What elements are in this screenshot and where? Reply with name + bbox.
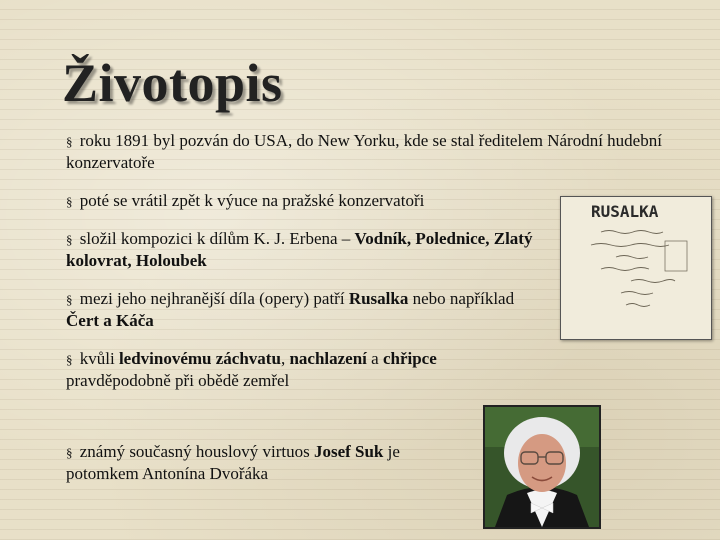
bullet-text: nebo například [408, 289, 515, 308]
bullet-text: pravděpodobně při obědě zemřel [66, 371, 290, 390]
bullet-marker: § [66, 232, 73, 247]
bullet-text: mezi jeho nejhranější díla (opery) patří [79, 289, 349, 308]
bullet-item-return [66, 190, 546, 212]
bullet-marker: § [66, 134, 73, 149]
bullet-text: složil kompozici k dílům K. J. Erbena – [79, 229, 355, 248]
rusalka-manuscript-image [560, 196, 712, 340]
bullet-text-emph: USA [253, 131, 288, 150]
bullet-text-emph: New Yorku [317, 131, 396, 150]
bullet-item-suk [66, 441, 466, 484]
bullet-marker: § [66, 445, 73, 460]
josef-suk-portrait [483, 405, 601, 529]
manuscript-heading: RUSALKA [591, 202, 659, 221]
bullet-text-bold: nachlazení [289, 349, 367, 368]
bullet-text-bold: Josef Suk [313, 442, 384, 461]
bullet-text: , do [288, 131, 318, 150]
bullet-text: kvůli [79, 349, 119, 368]
bullet-text-bold: Rusalka [348, 289, 409, 308]
bullet-item-usa [66, 130, 666, 173]
slide-title: Životopis [62, 53, 283, 113]
bullet-marker: § [66, 194, 73, 209]
bullet-text: poté se vrátil zpět k výuce na pražské konzervatoři [79, 191, 425, 210]
bullet-text: roku 1891 byl pozván do [79, 131, 254, 150]
bullet-marker: § [66, 292, 73, 307]
bullet-text-bold: Vodník, Polednice, Zlatý kolovrat, Holoubek [66, 229, 533, 270]
portrait-drawing [485, 407, 599, 527]
manuscript-drawing [561, 197, 711, 339]
bullet-text: , [280, 349, 290, 368]
bullet-text: známý současný houslový virtuos [79, 442, 314, 461]
bullet-text: a [366, 349, 383, 368]
bullet-text-bold: chřipce [382, 349, 437, 368]
bullet-item-operas [66, 288, 536, 331]
bullet-text-bold: ledvinovému záchvatu [118, 349, 281, 368]
bullet-text-bold: Čert a Káča [66, 311, 154, 330]
bullet-item-death [66, 348, 516, 391]
bullet-marker: § [66, 352, 73, 367]
bullet-item-erben [66, 228, 536, 271]
bullet-text: je potomkem Antonína Dvořáka [66, 442, 400, 483]
bullet-text: , kde se stal ředitelem Národní hudební konzervatoře [66, 131, 662, 172]
